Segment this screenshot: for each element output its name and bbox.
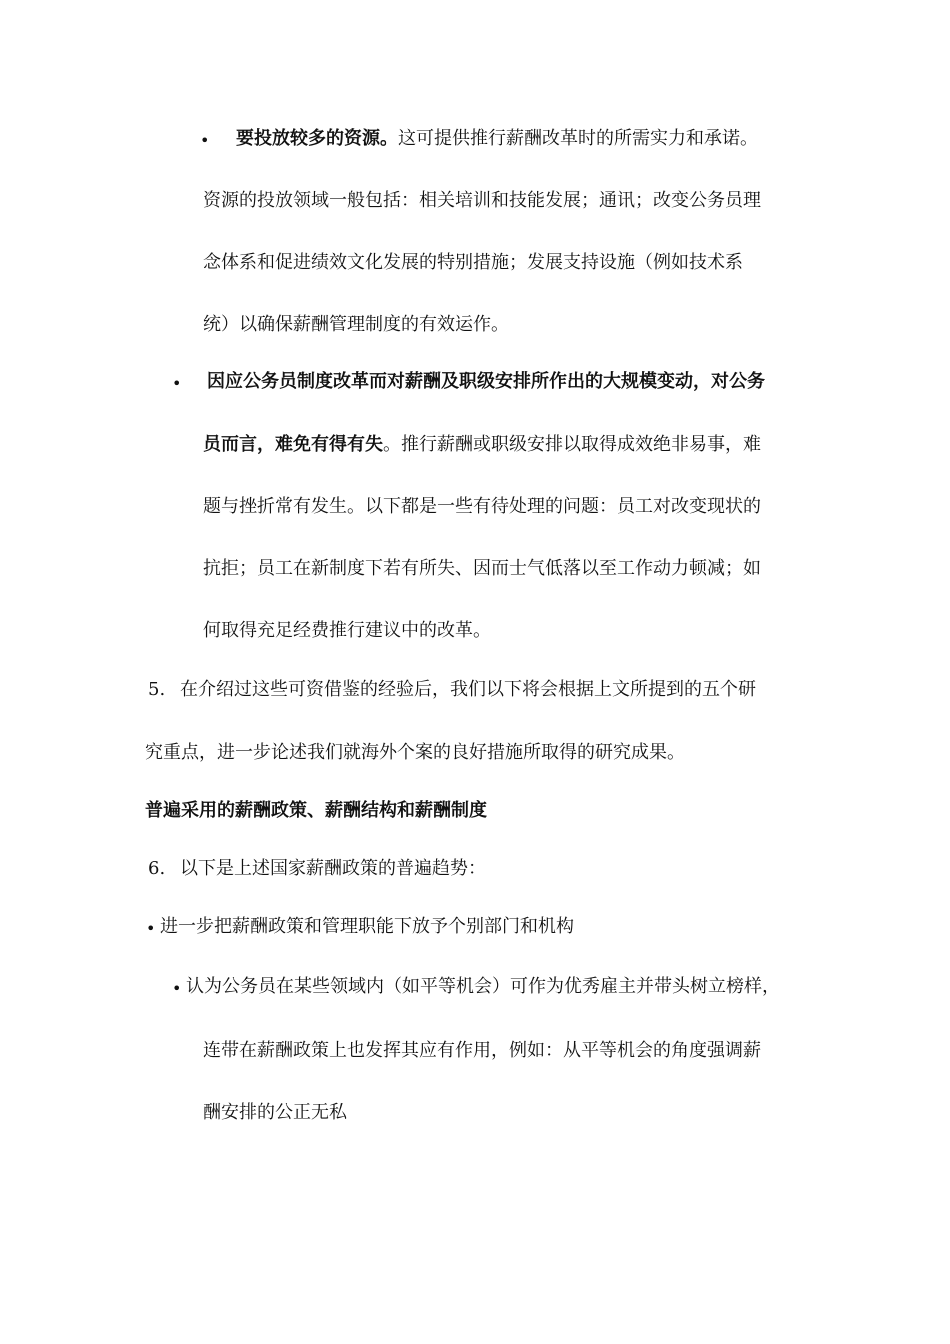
block1-line: 资源的投放领域一般包括：相关培训和技能发展；通讯；改变公务员理: [203, 190, 761, 211]
block1-lead-rest: 这可提供推行薪酬改革时的所需实力和承诺。: [398, 128, 758, 149]
paragraph-5-line: 在介绍过这些可资借鉴的经验后，我们以下将会根据上文所提到的五个研: [180, 679, 756, 700]
trend-item-continuation: 连带在薪酬政策上也发挥其应有作用，例如：从平等机会的角度强调薪: [203, 1040, 761, 1061]
block2-line: 何取得充足经费推行建议中的改革。: [203, 620, 491, 641]
block2-bold-line: 因应公务员制度改革而对薪酬及职级安排所作出的大规模变动，对公务: [207, 371, 765, 392]
trend-item: 进一步把薪酬政策和管理职能下放予个别部门和机构: [160, 916, 574, 937]
block2-line: 抗拒；员工在新制度下若有所失、因而士气低落以至工作动力顿减；如: [203, 558, 761, 579]
block1-bold-lead: 要投放较多的资源。: [236, 128, 398, 149]
block2-line: 题与挫折常有发生。以下都是一些有待处理的问题：员工对改变现状的: [203, 496, 761, 517]
bullet-icon: •: [200, 131, 210, 150]
paragraph-number: 6.: [148, 858, 166, 879]
bullet-icon: •: [146, 919, 156, 938]
block1-line: 念体系和促进绩效文化发展的特别措施；发展支持设施（例如技术系: [203, 252, 743, 273]
bullet-icon: •: [172, 374, 182, 393]
trend-item: 认为公务员在某些领域内（如平等机会）可作为优秀雇主并带头树立榜样，: [186, 976, 780, 997]
block2-bold-end: 员而言，难免有得有失: [203, 434, 383, 455]
block1-first-line: [236, 127, 758, 151]
section-heading: 普遍采用的薪酬政策、薪酬结构和薪酬制度: [145, 800, 487, 821]
paragraph-5-line: 究重点，进一步论述我们就海外个案的良好措施所取得的研究成果。: [145, 742, 685, 763]
block2-normal-start: 。推行薪酬或职级安排以取得成效绝非易事，难: [383, 434, 761, 455]
trend-item-continuation: 酬安排的公正无私: [203, 1102, 347, 1123]
block1-line: 统）以确保薪酬管理制度的有效运作。: [203, 314, 509, 335]
bullet-icon: •: [172, 979, 182, 998]
block2-mixed-line: [203, 433, 761, 457]
paragraph-6-line: 以下是上述国家薪酬政策的普遍趋势：: [180, 858, 486, 879]
paragraph-number: 5.: [148, 679, 166, 700]
